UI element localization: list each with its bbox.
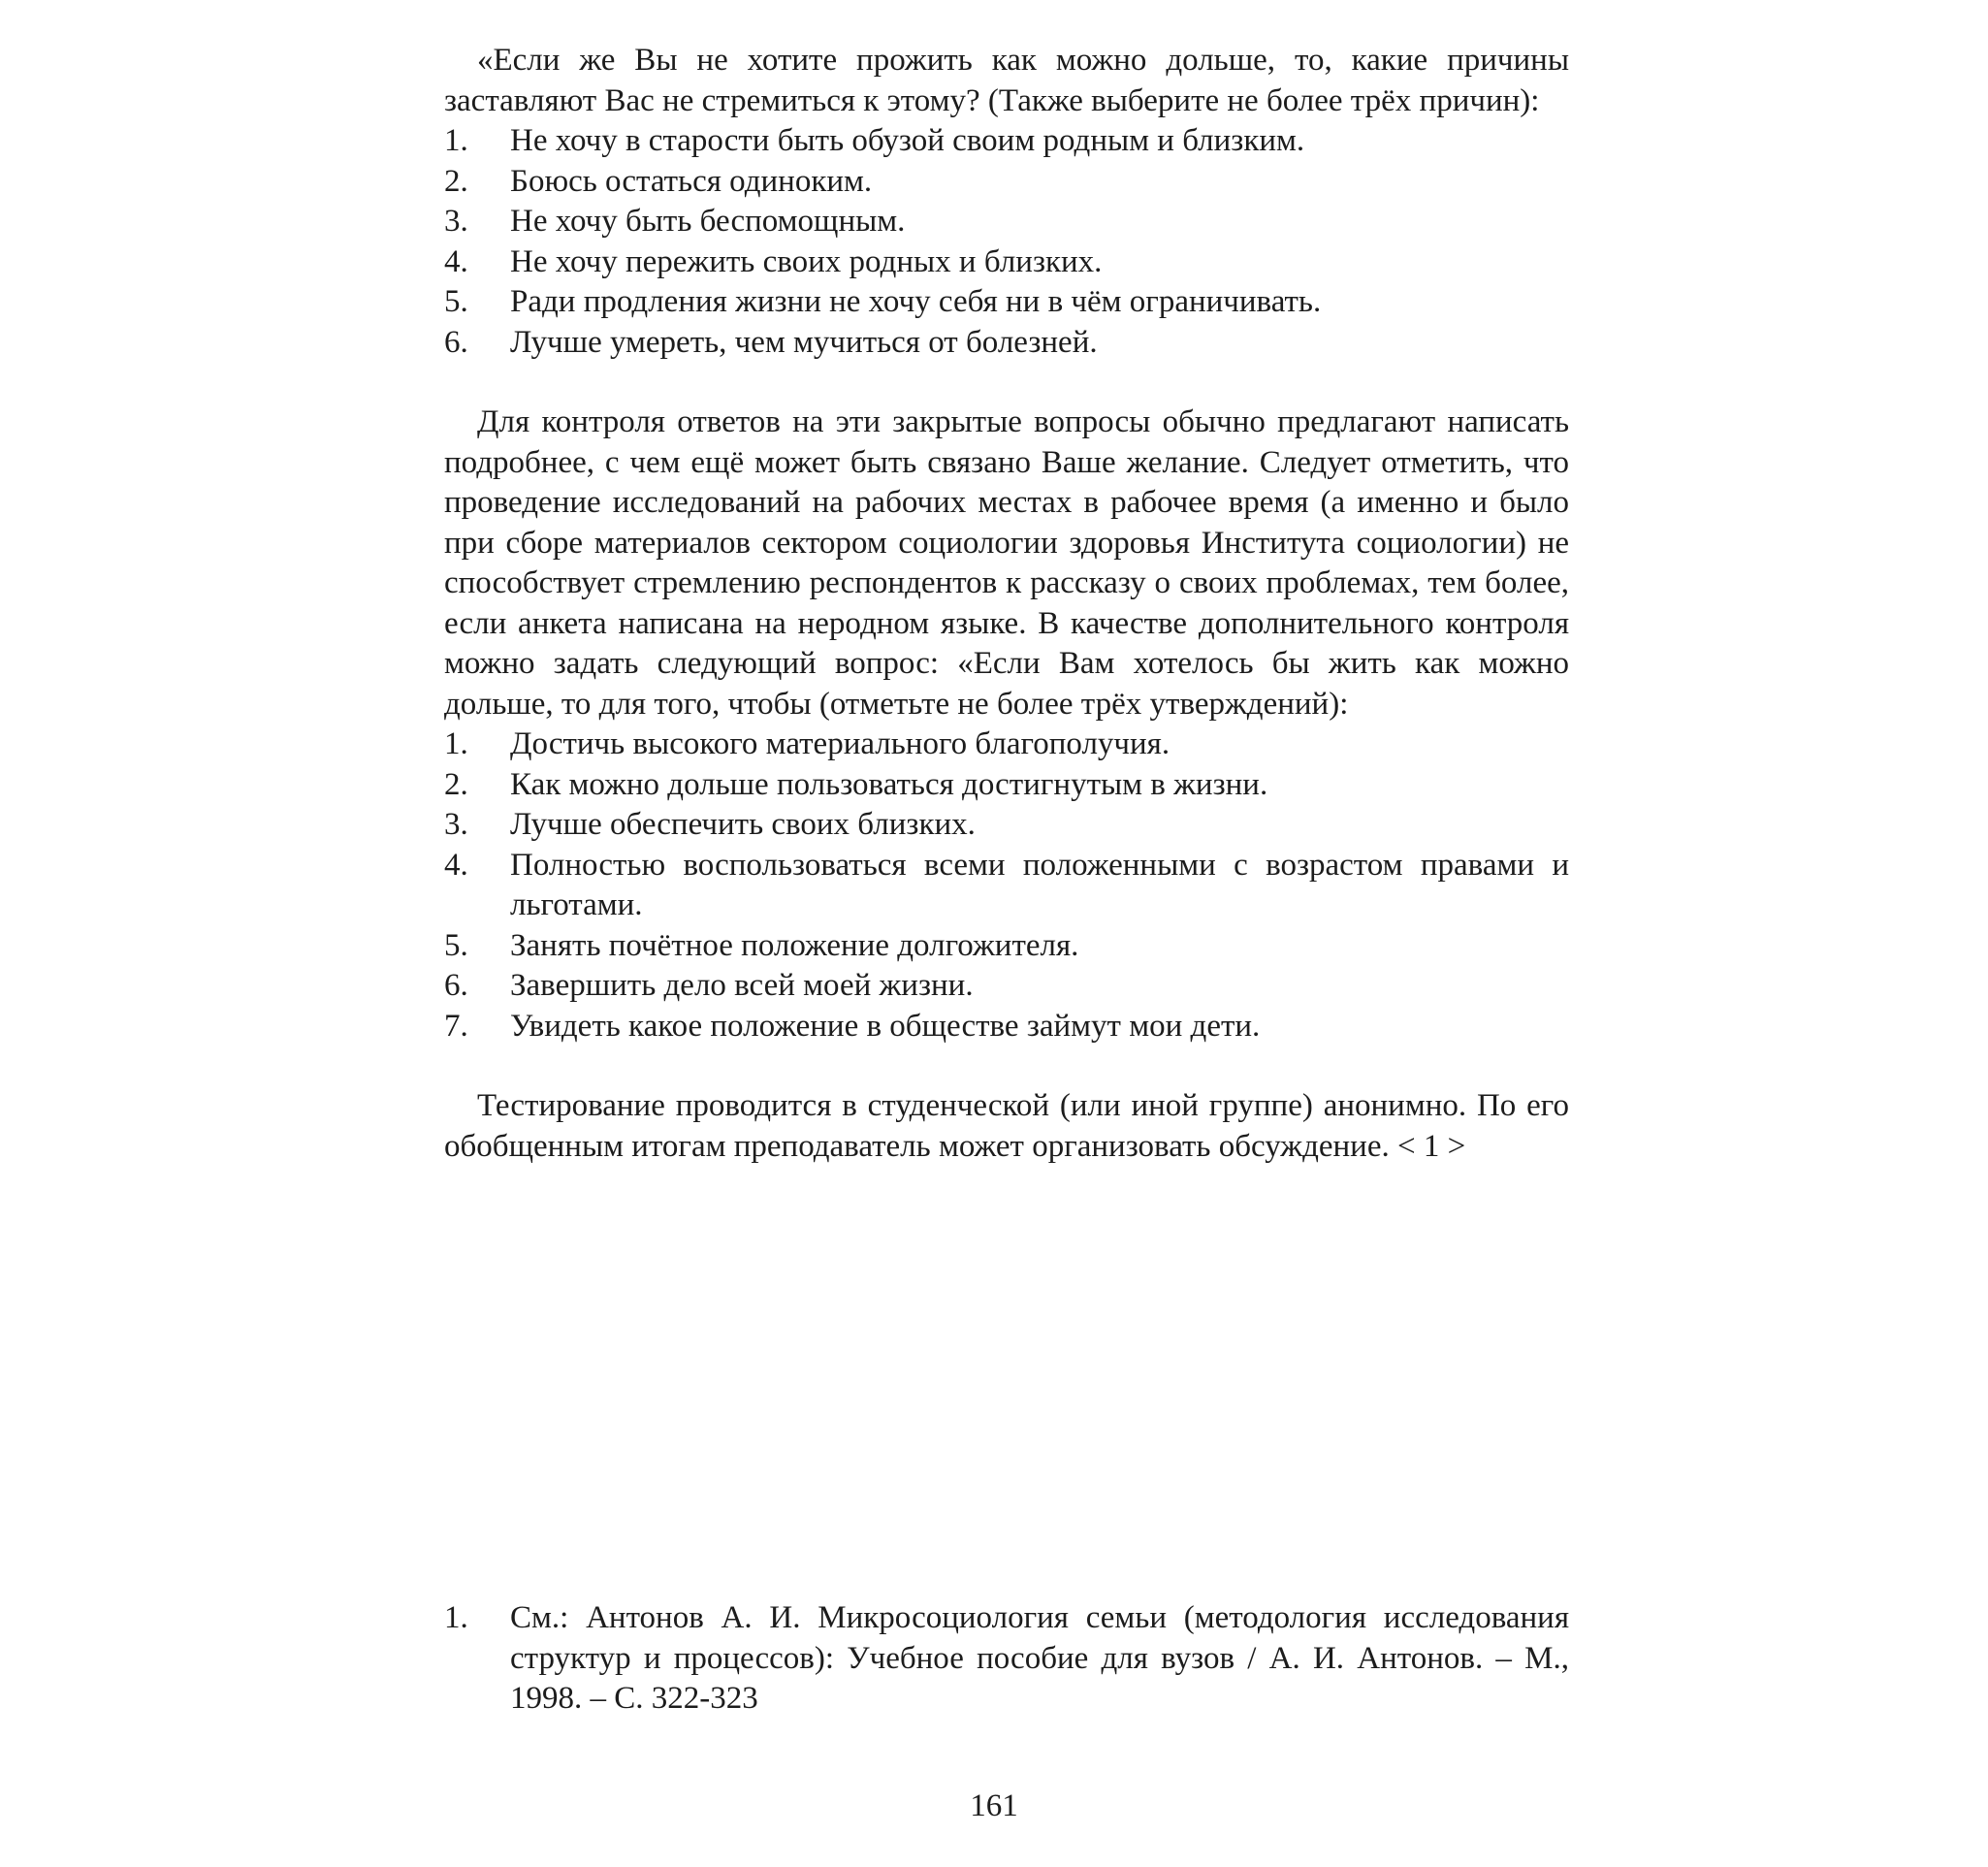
list-item-number: 1. [444, 123, 468, 158]
question-b-options [444, 724, 1569, 1046]
list-item-number: 3. [444, 204, 468, 239]
footnote [444, 1598, 1569, 1720]
footnote-item [444, 1598, 1569, 1720]
list-item [444, 765, 1569, 806]
list-item-number: 4. [444, 847, 468, 883]
list-item-text: Достичь высокого материального благополучия. [510, 726, 1170, 761]
closing-paragraph: Тестирование проводится в студенческой (или иной группе) анонимно. По его обобщенным итогам преподаватель может организовать обсуждение. < 1 > [444, 1088, 1569, 1164]
list-item [444, 162, 1569, 203]
list-item-number: 4. [444, 243, 468, 279]
list-item [444, 846, 1569, 926]
list-item-text: Не хочу в старости быть обузой своим родным и близким. [510, 123, 1305, 158]
list-item-number: 2. [444, 163, 468, 199]
list-item [444, 323, 1569, 364]
list-item-text: Как можно дольше пользоваться достигнутым в жизни. [510, 766, 1268, 802]
question-a-options [444, 121, 1569, 363]
footnote-text: См.: Антонов А. И. Микросоциология семьи (методология исследования структур и процессов): Учебное пособие для вузов / А. И. Антонов. – М., 1998. – С. 322-323 [510, 1600, 1569, 1716]
list-item-text: Завершить дело всей моей жизни. [510, 968, 974, 1003]
list-item-text: Увидеть какое положение в обществе займут мои дети. [510, 1008, 1261, 1044]
list-item [444, 805, 1569, 846]
list-item [444, 242, 1569, 283]
footnote-number: 1. [444, 1600, 468, 1635]
list-item-number: 5. [444, 284, 468, 319]
list-item [444, 724, 1569, 765]
list-item-number: 6. [444, 324, 468, 360]
paragraph-gap [444, 1046, 1569, 1086]
list-item-text: Ради продления жизни не хочу себя ни в чём ограничивать. [510, 284, 1322, 319]
list-item-text: Лучше обеспечить своих близких. [510, 807, 976, 842]
list-item-number: 6. [444, 968, 468, 1003]
list-item-number: 1. [444, 726, 468, 761]
list-item [444, 202, 1569, 242]
list-item-text: Не хочу быть беспомощным. [510, 204, 906, 239]
list-item-text: Полностью воспользоваться всеми положенными с возрастом правами и льготами. [510, 847, 1569, 922]
list-item [444, 121, 1569, 162]
page-body [444, 41, 1569, 1167]
question-a-intro: «Если же Вы не хотите прожить как можно дольше, то, какие причины заставляют Вас не стремиться к этому? (Также выберите не более трёх причин): [444, 43, 1569, 118]
list-item [444, 1007, 1569, 1047]
paragraph-gap [444, 363, 1569, 402]
list-item-text: Не хочу пережить своих родных и близких. [510, 243, 1103, 279]
list-item-number: 7. [444, 1008, 468, 1044]
list-item-text: Боюсь остаться одиноким. [510, 163, 873, 199]
list-item-text: Лучше умереть, чем мучиться от болезней. [510, 324, 1098, 360]
list-item-number: 5. [444, 927, 468, 963]
control-paragraph: Для контроля ответов на эти закрытые вопросы обычно предлагают написать подробнее, с чем ещё может быть связано Ваше желание. Следует отметить, что проведение исследований на рабочих местах в рабочее время (а именно и было при сборе материалов сектором социологии здоровья Института социологии) не способствует стремлению респондентов к рассказу о своих проблемах, тем более, если анкета написана на неродном языке. В качестве дополнительного контроля можно задать следующий вопрос: «Если Вам хотелось бы жить как можно дольше, то для того, чтобы (отметьте не более трёх утверждений): [444, 404, 1569, 722]
list-item-text: Занять почётное положение долгожителя. [510, 927, 1079, 963]
list-item [444, 926, 1569, 967]
list-item [444, 966, 1569, 1007]
page-number: 161 [970, 1788, 1018, 1823]
list-item [444, 282, 1569, 323]
list-item-number: 3. [444, 807, 468, 842]
list-item-number: 2. [444, 766, 468, 802]
